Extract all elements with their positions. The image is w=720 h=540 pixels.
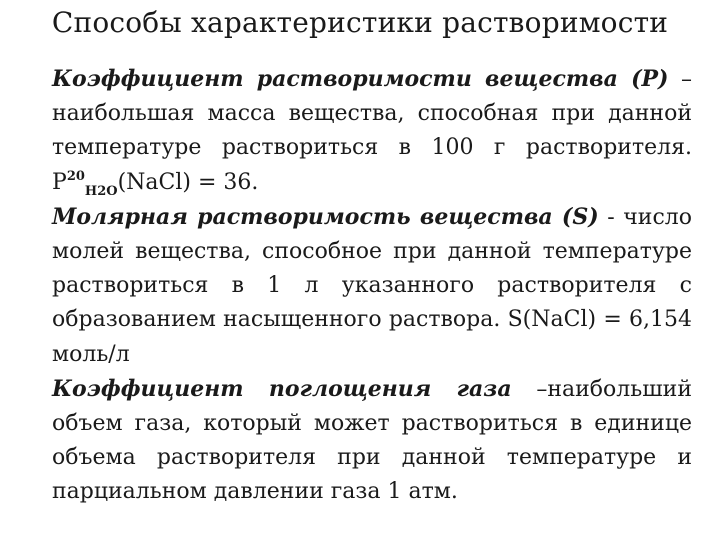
- formula-symbol: P: [52, 169, 67, 195]
- definition-solubility-coefficient: – наибольшая масса вещества, способная при данной температуре раствориться в 100 г растворителя.: [52, 67, 693, 161]
- paragraph-molar-solubility: [52, 200, 692, 372]
- term-molar-solubility: Молярная растворимость вещества (S): [52, 203, 599, 230]
- term-gas-absorption: Коэффициент поглощения газа: [52, 375, 512, 402]
- term-solubility-coefficient: Коэффициент растворимости вещества (P): [52, 66, 669, 92]
- definition-molar-solubility: - число молей вещества, способное при данной температуре раствориться в 1 л указанного растворителя с образованием насыщенного раствора. S(NaCl) = 6,154 моль/л: [52, 204, 692, 367]
- definition-gas-absorption: –наибольший объем газа, который может раствориться в единице объема растворителя при данной температуре и парциальном давлении газа 1 атм.: [52, 376, 692, 505]
- slide-title: Способы характеристики растворимости: [51, 6, 669, 39]
- formula-subscript: H2O: [84, 183, 118, 199]
- formula-superscript: 20: [66, 168, 85, 184]
- formula-rest: (NaCl) = 36.: [117, 169, 259, 195]
- paragraph-gas-absorption: [52, 372, 692, 510]
- paragraph-solubility-coefficient: [52, 62, 692, 200]
- slide-body: [52, 62, 692, 510]
